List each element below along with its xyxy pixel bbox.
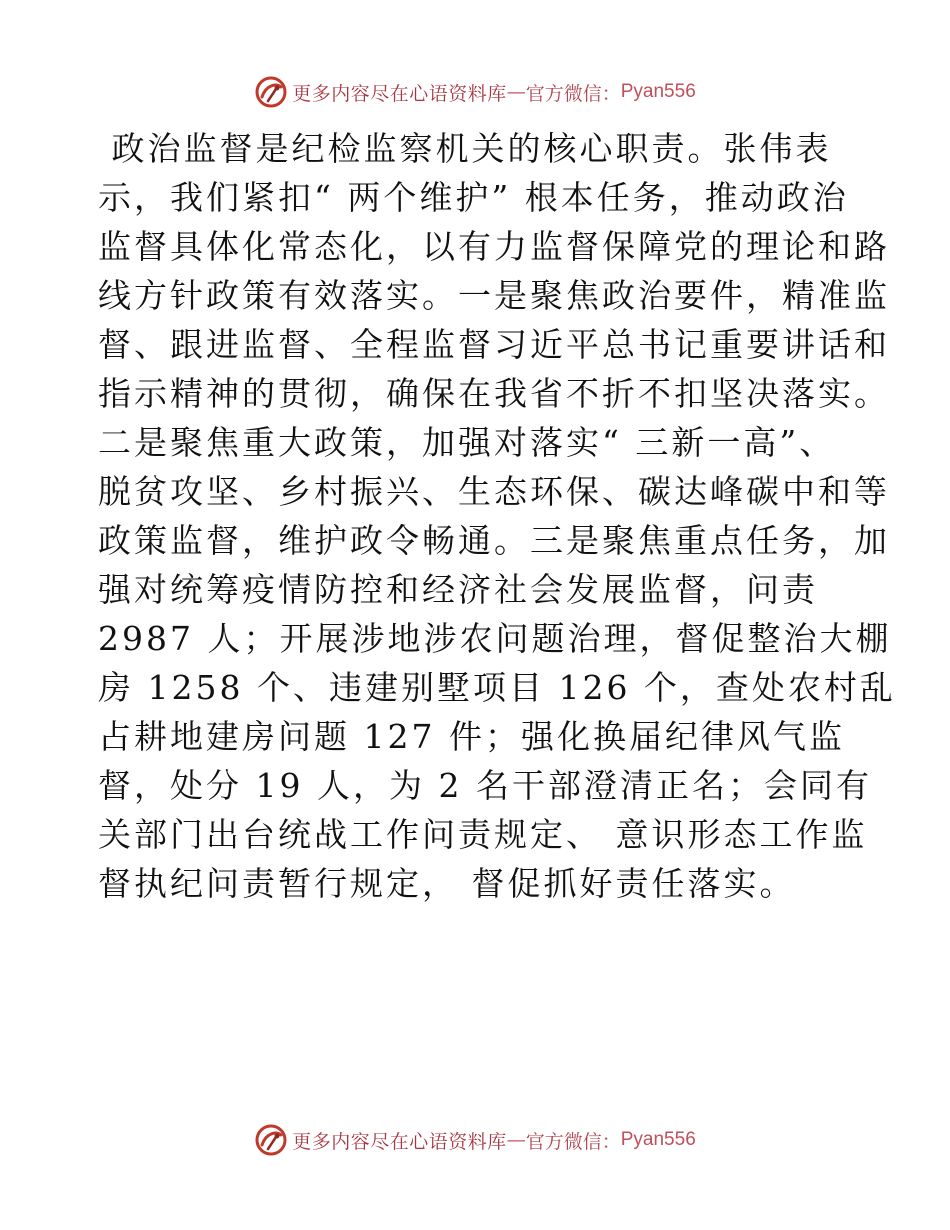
banner-wechat-label: 官方微信： <box>525 1130 621 1153</box>
footer-banner <box>0 1120 950 1160</box>
banner-wechat-id: Pyan556 <box>620 81 696 102</box>
banner-separator: — <box>506 81 526 103</box>
body-line: 关部门出台统战工作问责规定、 意识形态工作监 <box>98 815 868 854</box>
body-line: 示，我们紧扣“ 两个维护” 根本任务，推动政治 <box>98 178 849 217</box>
banner-wechat-id: Pyan556 <box>620 1129 696 1150</box>
banner-wechat-label: 官方微信： <box>525 82 621 105</box>
body-line: 二是聚焦重大政策，加强对落实“ 三新一高”、 <box>98 423 836 462</box>
red-swirl-logo-icon <box>254 75 288 109</box>
banner-text: 更多内容尽在心语资料库 <box>292 82 507 105</box>
body-line: 指示精神的贯彻，确保在我省不折不扣坚决落实。 <box>98 374 890 413</box>
body-line: 监督具体化常态化，以有力监督保障党的理论和路 <box>98 227 890 266</box>
body-line: 政策监督，维护政令畅通。三是聚焦重点任务，加 <box>98 521 890 560</box>
body-line: 脱贫攻坚、乡村振兴、生态环保、碳达峰碳中和等 <box>98 472 890 511</box>
body-line: 线方针政策有效落实。一是聚焦政治要件，精准监 <box>98 276 890 315</box>
body-line: 督，处分 19 人，为 2 名干部澄清正名；会同有 <box>98 766 872 805</box>
body-line: 2987 人；开展涉地涉农问题治理，督促整治大棚 <box>98 619 892 658</box>
body-line: 政治监督是纪检监察机关的核心职责。张伟表 <box>98 129 832 168</box>
red-swirl-logo-icon <box>254 1123 288 1157</box>
banner-separator: — <box>506 1129 526 1151</box>
body-line: 占耕地建房问题 127 件；强化换届纪律风气监 <box>98 717 845 756</box>
body-line: 房 1258 个、违建别墅项目 126 个，查处农村乱 <box>98 668 896 707</box>
body-line: 督、跟进监督、全程监督习近平总书记重要讲话和 <box>98 325 890 364</box>
body-text <box>98 124 896 908</box>
body-line: 督执纪问责暂行规定， 督促抓好责任落实。 <box>98 864 796 903</box>
body-line: 强对统筹疫情防控和经济社会发展监督，问责 <box>98 570 818 609</box>
header-banner <box>0 72 950 112</box>
banner-text: 更多内容尽在心语资料库 <box>292 1130 507 1153</box>
